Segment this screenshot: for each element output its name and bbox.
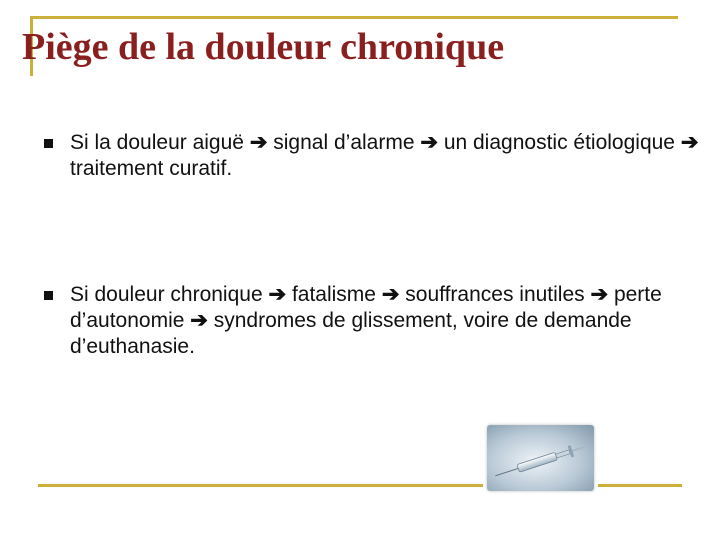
- arrow-right-icon: ➔: [420, 131, 438, 154]
- bullet-2-text-5: syndromes de glissement, voire de demande d’euthanasie.: [70, 309, 632, 358]
- arrow-right-icon: ➔: [249, 131, 268, 154]
- syringe-photo: [487, 425, 594, 491]
- bullet-item-2: [44, 282, 704, 360]
- frame-bottom-line-right: [598, 484, 682, 487]
- arrow-right-icon: ➔: [381, 283, 400, 306]
- bullet-item-1: [44, 130, 704, 182]
- bullet-list: [44, 130, 704, 360]
- bullet-2-text-4: perte d’autonomie: [70, 283, 662, 332]
- bullet-1-text-1: Si la douleur aiguë: [70, 131, 244, 154]
- arrow-right-icon: ➔: [268, 283, 287, 306]
- arrow-right-icon: ➔: [680, 131, 699, 154]
- square-bullet-icon: [44, 139, 53, 148]
- slide-title: Piège de la douleur chronique: [22, 26, 505, 68]
- arrow-right-icon: ➔: [590, 283, 609, 306]
- bullet-1-text-3: un diagnostic étiologique: [443, 131, 675, 154]
- bullet-1-text-4: traitement curatif.: [70, 157, 233, 180]
- bullet-1-text-2: signal d’alarme: [273, 131, 415, 154]
- syringe-icon: [487, 425, 594, 491]
- bullet-2-text-2: fatalisme: [291, 283, 376, 306]
- bullet-2-text-1: Si douleur chronique: [70, 283, 263, 306]
- frame-bottom-line-left: [38, 484, 483, 487]
- arrow-right-icon: ➔: [190, 309, 208, 332]
- square-bullet-icon: [44, 291, 53, 300]
- bullet-2-text-3: souffrances inutiles: [405, 283, 585, 306]
- frame-top-line: [30, 16, 678, 19]
